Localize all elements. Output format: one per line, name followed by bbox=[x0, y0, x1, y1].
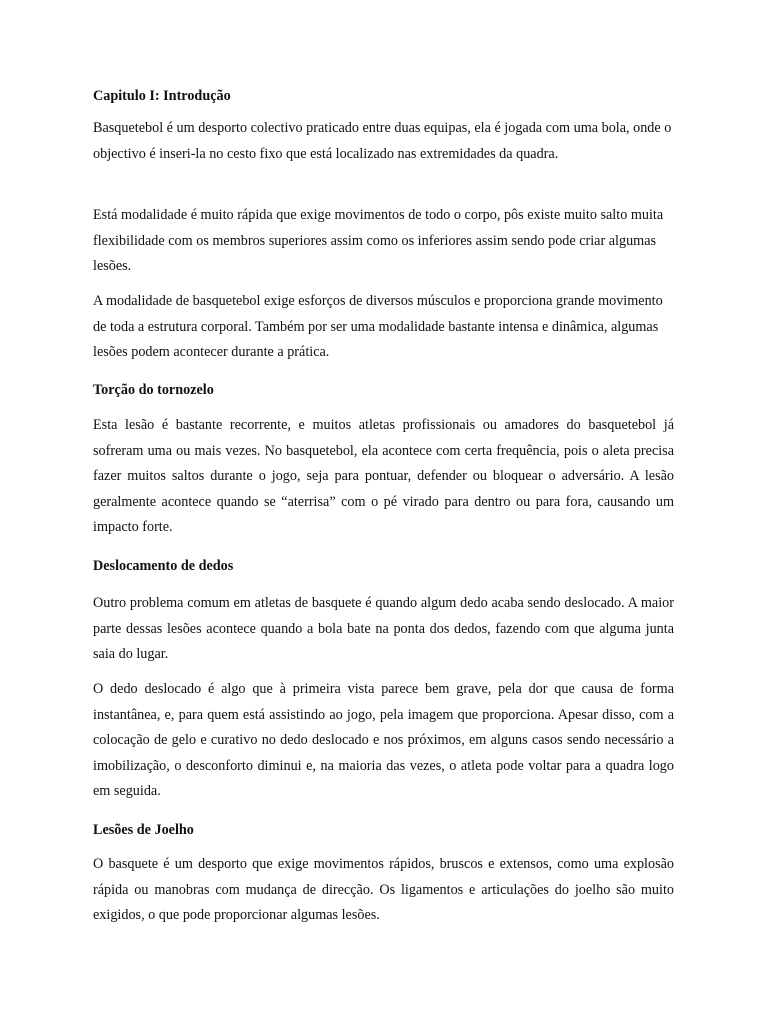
paragraph: A modalidade de basquetebol exige esforços de diversos músculos e proporciona grande movimento de toda a estrutura corporal. Também por ser uma modalidade bastante intensa e dinâmica, algumas lesões podem acontecer durante a prática. bbox=[93, 293, 663, 360]
section-heading-lesoes-joelho: Lesões de Joelho bbox=[93, 822, 194, 838]
section-heading-torcao-tornozelo: Torção do tornozelo bbox=[93, 382, 214, 398]
section-heading-deslocamento-dedos: Deslocamento de dedos bbox=[93, 558, 234, 574]
paragraph: O basquete é um desporto que exige movimentos rápidos, bruscos e extensos, como uma explosão rápida ou manobras com mudança de direcção. Os ligamentos e articulações do joelho são muito exigidos, o que pode proporcionar algumas lesões. bbox=[93, 856, 674, 923]
section-heading-introducao: Capitulo I: Introdução bbox=[93, 88, 231, 104]
paragraph: Outro problema comum em atletas de basquete é quando algum dedo acaba sendo deslocado. A maior parte dessas lesões acontece quando a bola bate na ponta dos dedos, fazendo com que alguma junta saia do lugar. bbox=[93, 595, 674, 662]
paragraph: Basquetebol é um desporto colectivo praticado entre duas equipas, ela é jogada com uma bola, onde o objectivo é inseri-la no cesto fixo que está localizado nas extremidades da quadra. bbox=[93, 120, 672, 162]
paragraph: O dedo deslocado é algo que à primeira vista parece bem grave, pela dor que causa de forma instantânea, e, para quem está assistindo ao jogo, pela imagem que proporciona. Apesar disso, com a colocação de gelo e curativo no dedo deslocado e nos próximos, em alguns casos sendo necessário a imobilização, o desconforto diminui e, na maioria das vezes, o atleta pode voltar para a quadra logo em seguida. bbox=[93, 681, 674, 799]
paragraph: Esta lesão é bastante recorrente, e muitos atletas profissionais ou amadores do basquetebol já sofreram uma ou mais vezes. No basquetebol, ela acontece com certa frequência, pois o aleta precisa fazer muitos saltos durante o jogo, seja para pontuar, defender ou bloquear o adversário. A lesão geralmente acontece quando se “aterrisa” com o pé virado para dentro ou para fora, causando um impacto forte. bbox=[93, 417, 674, 535]
paragraph: Está modalidade é muito rápida que exige movimentos de todo o corpo, pôs existe muito salto muita flexibilidade com os membros superiores assim como os inferiores assim sendo pode criar algumas lesões. bbox=[93, 207, 664, 274]
